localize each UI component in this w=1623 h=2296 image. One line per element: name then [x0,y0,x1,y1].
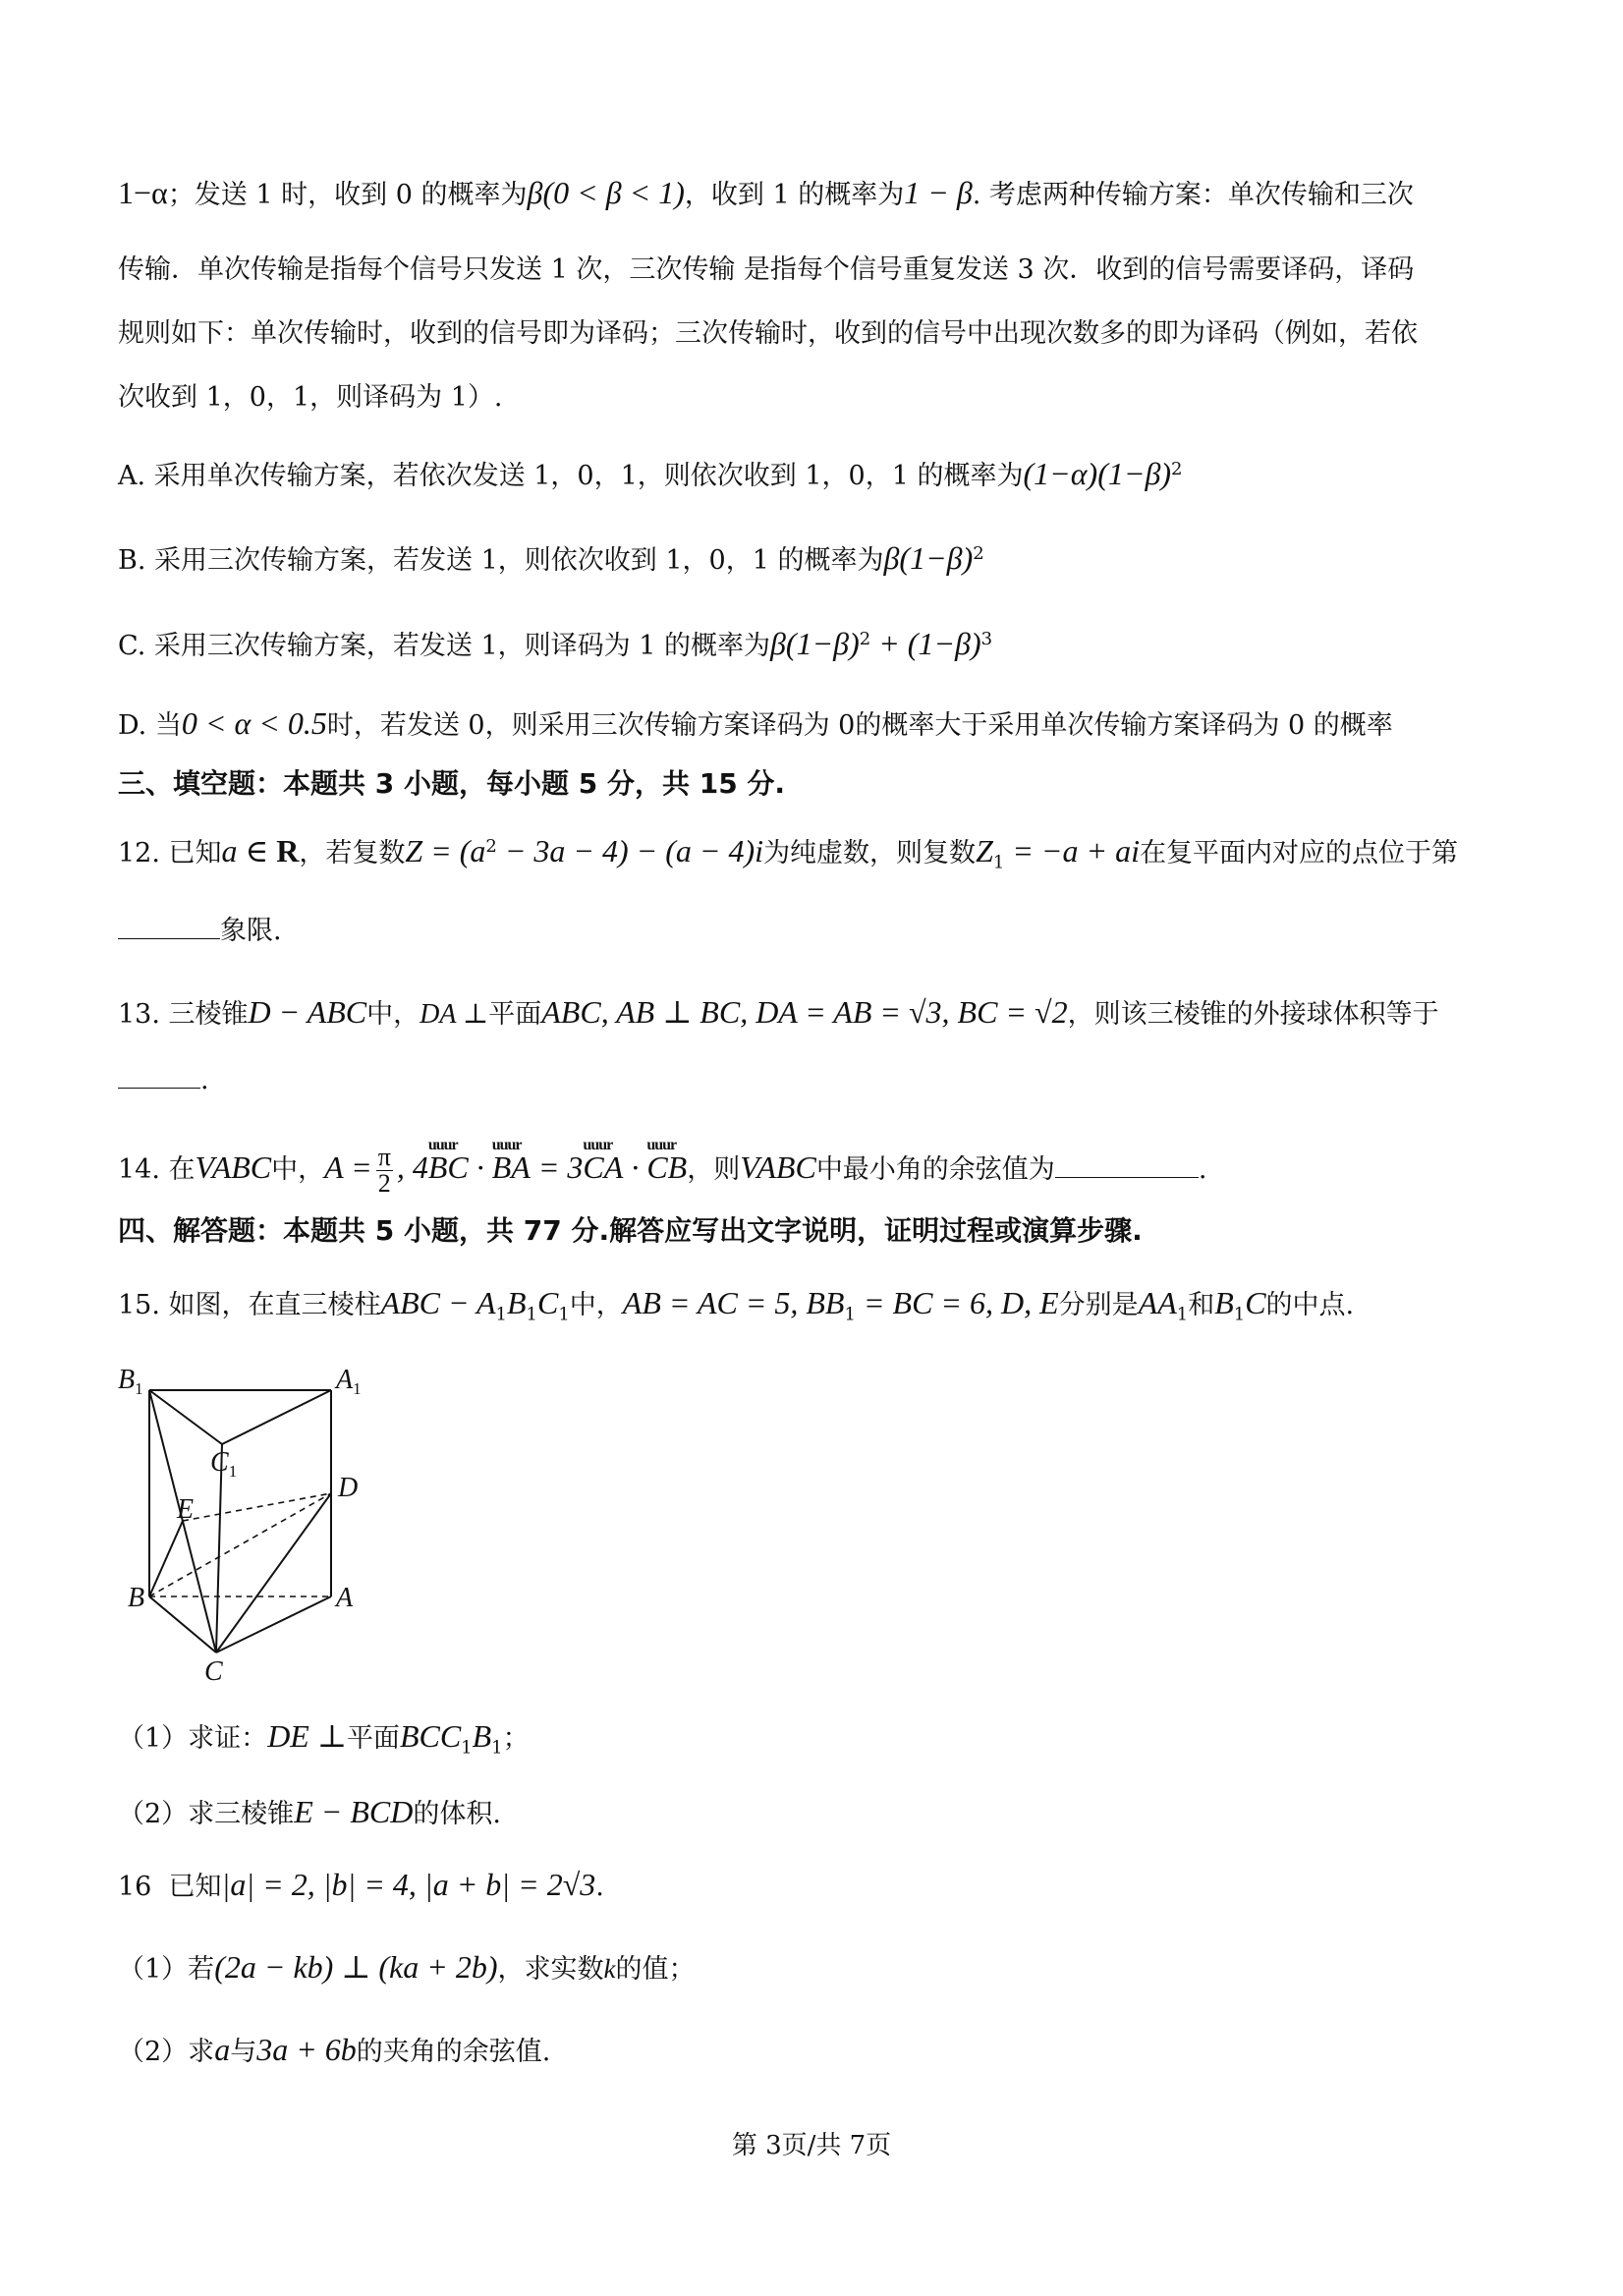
section-heading-solutions: 四、解答题：本题共 5 小题，共 77 分.解答应写出文字说明，证明过程或演算步骤. [118,1214,1143,1247]
question-15-part1: （1）求证：DE ⊥平面$BCC_1B_1$； [118,1718,530,1759]
fraction-pi-over-2: $\frac{\pi}{2}$ [377,1143,391,1198]
answer-blank-13[interactable] [118,1062,200,1089]
question-13-line2: . [118,1061,1513,1100]
math-one-minus-beta: 1 − β [904,175,973,210]
page-number-footer: 第 3页/共 7页 [731,2131,892,2160]
q11-line1: 1−α；发送 1 时，收到 0 的概率为β(0 < β < 1)，收到 1 的概率为1 − β. 考虑两种传输方案：单次传输和三次 [118,175,1414,210]
hidden-segment-e-d [183,1493,331,1521]
label-b1: $B_1$ [118,1365,143,1398]
label-e: E [177,1494,195,1525]
answer-blank-14[interactable] [1055,1151,1199,1178]
question-16-part1: （1）若(2a − kb) ⊥ (ka + 2b)，求实数k的值； [118,1949,696,1985]
segment-b-e [149,1521,183,1596]
question-13: 13. 三棱锥D − ABC中，DA ⊥平面ABC, AB ⊥ BC, DA = AB = √3, BC = √2，则该三棱锥的外接球体积等于 [118,994,1439,1030]
answer-blank-12[interactable] [118,913,220,939]
section-heading-fill-in: 三、填空题：本题共 3 小题，每小题 5 分，共 15 分. [118,767,786,800]
question-14: 14. 在VABC中，A = $\frac{\pi}{2}$ , 4uuur BC · uuur BA = 3uuur CA · uuur CB，则VABC中最小角的余弦值为 . [118,1138,1513,1200]
question-15-part2: （2）求三棱锥E − BCD的体积. [118,1794,501,1829]
question-15: 15. 如图，在直三棱柱ABC − $A_1B_1C_1$中，AB = AC = 5, $BB_1$ = BC = 6, D, E分别是$AA_1$和$B_1C$的中点. [118,1285,1355,1325]
question-12: 12. 已知a ∈ R，若复数$Z = (a^2 - 3a - 4) - (a - 4)i$为纯虚数，则复数$Z_1 = -a$ + ai在复平面内对应的点位于第 [118,833,1458,873]
question-16-part2: （2）求a与3a + 6b的夹角的余弦值. [118,2032,551,2067]
label-a: A [336,1583,354,1613]
question-16: 16 已知|a| = 2, |b| = 4, |a + b| = 2√3. [118,1867,604,1902]
label-c1: $C_1$ [210,1447,238,1481]
edge-a-c [216,1596,331,1652]
q11-line3: 规则如下：单次传输时，收到的信号即为译码；三次传输时，收到的信号中出现次数多的即为译码（例如，若依 [118,318,1418,349]
label-c: C [204,1656,223,1685]
math-one-minus-alpha: 1−α [118,175,168,210]
q11-line4: 次收到 1，0，1，则译码为 1）. [118,382,503,413]
edge-a1-c1 [222,1390,331,1444]
q11-option-d: D. 当0 < α < 0.5时，若发送 0，则采用三次传输方案译码为 0的概率大于采用单次传输方案译码为 0 的概率 [118,705,1393,741]
label-d: D [338,1473,359,1503]
label-a1: $A_1$ [336,1365,362,1398]
math-beta-range: β(0 < β < 1) [527,175,685,210]
q11-option-b: B. 采用三次传输方案，若发送 1，则依次收到 1，0，1 的概率为$\beta(1-\beta)^2$ [118,540,984,576]
prism-figure [118,1361,393,1685]
segment-c-d [216,1493,331,1652]
q11-line2: 传输．单次传输是指每个信号只发送 1 次，三次传输 是指每个信号重复发送 3 次．收到的信号需要译码，译码 [118,254,1415,285]
label-b: B [128,1583,145,1613]
q11-option-a: A. 采用单次传输方案，若依次发送 1，0，1，则依次收到 1，0，1 的概率为$(1-\alpha)(1-\beta)^2$ [118,456,1183,491]
q11-option-c: C. 采用三次传输方案，若发送 1，则译码为 1 的概率为$\beta(1-\beta)^2 + (1-\beta)^3$ [118,626,993,661]
edge-b-c [149,1596,216,1652]
question-12-line2: 象限. [118,912,1513,951]
